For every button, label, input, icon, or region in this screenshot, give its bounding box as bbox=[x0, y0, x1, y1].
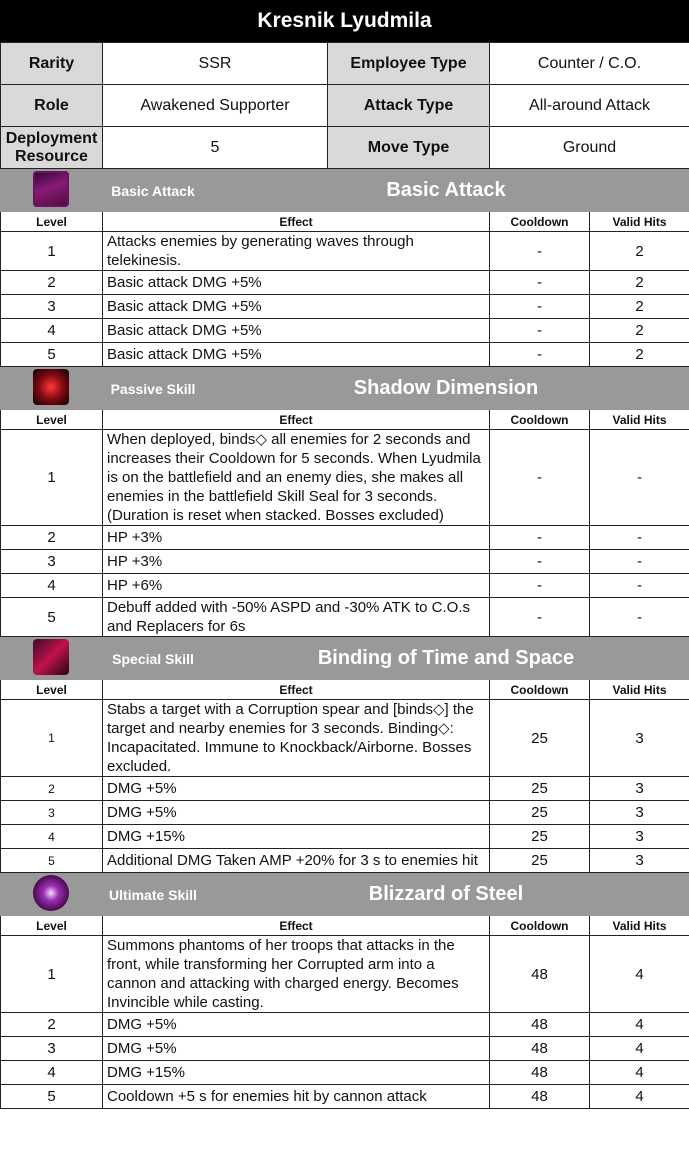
level-column-header: Level bbox=[1, 212, 103, 232]
move-type-label: Move Type bbox=[328, 127, 490, 169]
effect-cell: Cooldown +5 s for enemies hit by cannon attack bbox=[103, 1085, 490, 1109]
valid-hits-cell: - bbox=[590, 430, 689, 526]
valid-hits-column-header: Valid Hits bbox=[590, 410, 689, 430]
move-type-value: Ground bbox=[490, 127, 689, 169]
valid-hits-cell: - bbox=[590, 550, 689, 574]
valid-hits-cell: 4 bbox=[590, 1013, 689, 1037]
level-cell: 2 bbox=[1, 1013, 103, 1037]
level-column-header: Level bbox=[1, 916, 103, 936]
effect-cell: Debuff added with -50% ASPD and -30% ATK to C.O.s and Replacers for 6s bbox=[103, 598, 490, 637]
table-row bbox=[1, 550, 689, 574]
table-row bbox=[1, 343, 689, 367]
cooldown-cell: - bbox=[490, 430, 590, 526]
skill-name: Blizzard of Steel bbox=[368, 883, 524, 905]
level-cell: 1 bbox=[1, 232, 103, 271]
valid-hits-cell: 2 bbox=[590, 319, 689, 343]
table-row bbox=[1, 574, 689, 598]
level-cell: 4 bbox=[1, 825, 103, 849]
effect-cell: Basic attack DMG +5% bbox=[103, 271, 490, 295]
skill-name: Basic Attack bbox=[386, 179, 506, 201]
rarity-value: SSR bbox=[103, 43, 328, 85]
deployment-resource-value: 5 bbox=[103, 127, 328, 169]
cooldown-cell: 25 bbox=[490, 849, 590, 873]
level-cell: 5 bbox=[1, 343, 103, 367]
valid-hits-cell: 4 bbox=[590, 1061, 689, 1085]
column-header-row bbox=[1, 680, 689, 700]
column-header-row bbox=[1, 916, 689, 936]
cooldown-cell: 48 bbox=[490, 1085, 590, 1109]
level-cell: 3 bbox=[1, 801, 103, 825]
skill-type-label: Special Skill bbox=[112, 650, 194, 667]
table-row bbox=[1, 825, 689, 849]
valid-hits-column-header: Valid Hits bbox=[590, 212, 689, 232]
valid-hits-cell: 4 bbox=[590, 1085, 689, 1109]
valid-hits-cell: 2 bbox=[590, 271, 689, 295]
skill-icon-cell bbox=[1, 874, 103, 916]
skill-table bbox=[0, 169, 689, 367]
effect-cell: HP +6% bbox=[103, 574, 490, 598]
info-table bbox=[0, 42, 689, 169]
table-row bbox=[1, 232, 689, 271]
table-row bbox=[1, 700, 689, 777]
effect-cell: DMG +15% bbox=[103, 825, 490, 849]
effect-cell: Attacks enemies by generating waves through telekinesis. bbox=[103, 232, 490, 271]
effect-cell: DMG +5% bbox=[103, 801, 490, 825]
table-row bbox=[1, 319, 689, 343]
cooldown-cell: 48 bbox=[490, 1013, 590, 1037]
valid-hits-column-header: Valid Hits bbox=[590, 680, 689, 700]
cooldown-cell: 48 bbox=[490, 1037, 590, 1061]
role-value: Awakened Supporter bbox=[103, 85, 328, 127]
level-cell: 5 bbox=[1, 849, 103, 873]
cooldown-cell: - bbox=[490, 550, 590, 574]
valid-hits-cell: 2 bbox=[590, 295, 689, 319]
cooldown-column-header: Cooldown bbox=[490, 410, 590, 430]
skill-type-label: Basic Attack bbox=[111, 182, 195, 199]
effect-cell: Basic attack DMG +5% bbox=[103, 319, 490, 343]
valid-hits-cell: - bbox=[590, 598, 689, 637]
attack-type-value: All-around Attack bbox=[490, 85, 689, 127]
effect-cell: Summons phantoms of her troops that attacks in the front, while transforming her Corrupted arm into a cannon and attacking with charged energy. Becomes Invincible while casting. bbox=[103, 936, 490, 1013]
valid-hits-cell: 3 bbox=[590, 825, 689, 849]
level-cell: 1 bbox=[1, 700, 103, 777]
skill-header bbox=[1, 368, 689, 410]
valid-hits-cell: 2 bbox=[590, 343, 689, 367]
skill-type-label: Passive Skill bbox=[110, 380, 196, 397]
table-row bbox=[1, 271, 689, 295]
effect-cell: DMG +5% bbox=[103, 1037, 490, 1061]
skill-icon-cell bbox=[1, 170, 103, 212]
level-cell: 5 bbox=[1, 1085, 103, 1109]
valid-hits-cell: 2 bbox=[590, 232, 689, 271]
effect-cell: When deployed, binds◇ all enemies for 2 seconds and increases their Cooldown for 5 seconds. When Lyudmila is on the battlefield and an enemy dies, she makes all enemies in the battlefield Skill Seal for 3 seconds. (Duration is reset when stacked. Bosses excluded) bbox=[103, 430, 490, 526]
skill-header bbox=[1, 874, 689, 916]
employee-type-value: Counter / C.O. bbox=[490, 43, 689, 85]
table-row bbox=[1, 801, 689, 825]
table-row bbox=[1, 1085, 689, 1109]
valid-hits-cell: 3 bbox=[590, 700, 689, 777]
cooldown-cell: - bbox=[490, 343, 590, 367]
cooldown-column-header: Cooldown bbox=[490, 916, 590, 936]
table-row bbox=[1, 1037, 689, 1061]
valid-hits-cell: 3 bbox=[590, 777, 689, 801]
cooldown-cell: - bbox=[490, 526, 590, 550]
skill-header bbox=[1, 170, 689, 212]
basic-attack-icon bbox=[33, 171, 69, 207]
cooldown-cell: 25 bbox=[490, 700, 590, 777]
effect-column-header: Effect bbox=[103, 410, 490, 430]
valid-hits-column-header: Valid Hits bbox=[590, 916, 689, 936]
effect-cell: Basic attack DMG +5% bbox=[103, 343, 490, 367]
valid-hits-cell: 4 bbox=[590, 936, 689, 1013]
effect-cell: DMG +15% bbox=[103, 1061, 490, 1085]
level-cell: 2 bbox=[1, 777, 103, 801]
skill-name: Shadow Dimension bbox=[353, 377, 539, 399]
cooldown-cell: 25 bbox=[490, 777, 590, 801]
table-row bbox=[1, 295, 689, 319]
cooldown-cell: - bbox=[490, 295, 590, 319]
info-row bbox=[1, 43, 689, 85]
level-cell: 5 bbox=[1, 598, 103, 637]
skill-table bbox=[0, 367, 689, 637]
cooldown-cell: 25 bbox=[490, 825, 590, 849]
page-title: Kresnik Lyudmila bbox=[0, 0, 689, 42]
special-skill-icon bbox=[33, 639, 69, 675]
table-row bbox=[1, 936, 689, 1013]
info-row bbox=[1, 127, 689, 169]
level-cell: 3 bbox=[1, 295, 103, 319]
table-row bbox=[1, 777, 689, 801]
effect-cell: Basic attack DMG +5% bbox=[103, 295, 490, 319]
valid-hits-cell: - bbox=[590, 526, 689, 550]
cooldown-cell: - bbox=[490, 598, 590, 637]
table-row bbox=[1, 430, 689, 526]
table-row bbox=[1, 526, 689, 550]
employee-type-label: Employee Type bbox=[328, 43, 490, 85]
table-row bbox=[1, 598, 689, 637]
effect-cell: DMG +5% bbox=[103, 1013, 490, 1037]
rarity-label: Rarity bbox=[1, 43, 103, 85]
cooldown-cell: - bbox=[490, 319, 590, 343]
effect-cell: HP +3% bbox=[103, 526, 490, 550]
passive-skill-icon bbox=[33, 369, 69, 405]
effect-cell: Stabs a target with a Corruption spear and [binds◇] the target and nearby enemies for 3 seconds. Binding◇: Incapacitated. Immune to Knockback/Airborne. Bosses excluded. bbox=[103, 700, 490, 777]
effect-cell: HP +3% bbox=[103, 550, 490, 574]
skill-table bbox=[0, 637, 689, 873]
skill-table bbox=[0, 873, 689, 1109]
skill-name: Binding of Time and Space bbox=[317, 647, 575, 669]
valid-hits-cell: 4 bbox=[590, 1037, 689, 1061]
effect-column-header: Effect bbox=[103, 212, 490, 232]
skill-header bbox=[1, 638, 689, 680]
level-cell: 1 bbox=[1, 936, 103, 1013]
level-column-header: Level bbox=[1, 410, 103, 430]
info-row bbox=[1, 85, 689, 127]
valid-hits-cell: - bbox=[590, 574, 689, 598]
ultimate-skill-icon bbox=[33, 875, 69, 911]
cooldown-cell: 48 bbox=[490, 1061, 590, 1085]
table-row bbox=[1, 1061, 689, 1085]
column-header-row bbox=[1, 410, 689, 430]
level-cell: 1 bbox=[1, 430, 103, 526]
level-cell: 2 bbox=[1, 526, 103, 550]
cooldown-column-header: Cooldown bbox=[490, 680, 590, 700]
cooldown-cell: - bbox=[490, 232, 590, 271]
cooldown-column-header: Cooldown bbox=[490, 212, 590, 232]
cooldown-cell: 25 bbox=[490, 801, 590, 825]
level-cell: 3 bbox=[1, 550, 103, 574]
skill-icon-cell bbox=[1, 368, 103, 410]
skill-icon-cell bbox=[1, 638, 103, 680]
effect-cell: DMG +5% bbox=[103, 777, 490, 801]
deployment-resource-label: Deployment Resource bbox=[1, 127, 103, 169]
valid-hits-cell: 3 bbox=[590, 849, 689, 873]
skill-type-label: Ultimate Skill bbox=[109, 886, 197, 903]
cooldown-cell: - bbox=[490, 271, 590, 295]
effect-cell: Additional DMG Taken AMP +20% for 3 s to enemies hit bbox=[103, 849, 490, 873]
table-row bbox=[1, 1013, 689, 1037]
cooldown-cell: - bbox=[490, 574, 590, 598]
cooldown-cell: 48 bbox=[490, 936, 590, 1013]
effect-column-header: Effect bbox=[103, 916, 490, 936]
table-row bbox=[1, 849, 689, 873]
role-label: Role bbox=[1, 85, 103, 127]
level-cell: 4 bbox=[1, 1061, 103, 1085]
valid-hits-cell: 3 bbox=[590, 801, 689, 825]
effect-column-header: Effect bbox=[103, 680, 490, 700]
column-header-row bbox=[1, 212, 689, 232]
level-cell: 4 bbox=[1, 319, 103, 343]
level-cell: 2 bbox=[1, 271, 103, 295]
attack-type-label: Attack Type bbox=[328, 85, 490, 127]
level-column-header: Level bbox=[1, 680, 103, 700]
level-cell: 4 bbox=[1, 574, 103, 598]
level-cell: 3 bbox=[1, 1037, 103, 1061]
